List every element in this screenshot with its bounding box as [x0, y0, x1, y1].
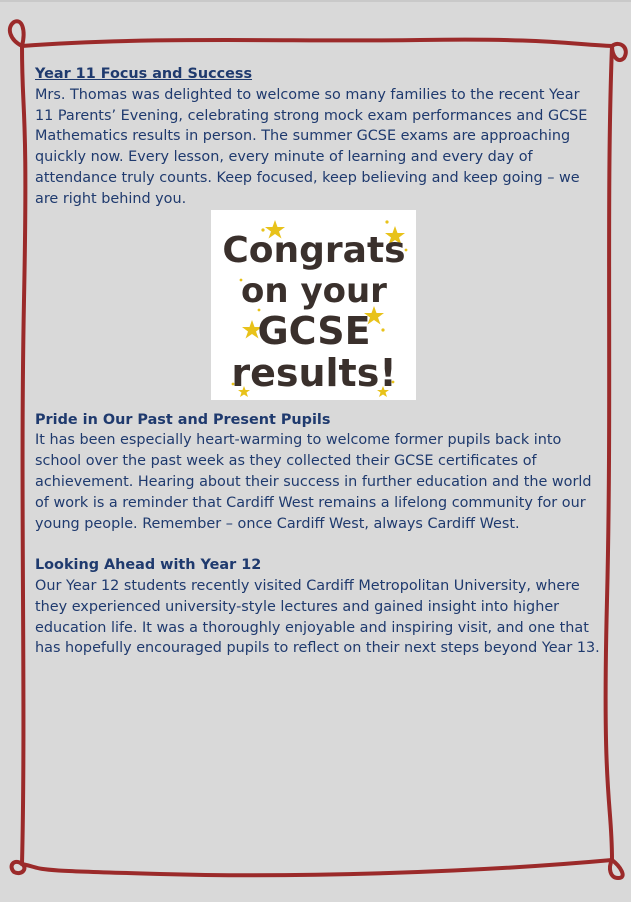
graphic-line-congrats: Congrats	[222, 229, 406, 271]
graphic-line-on-your: on your	[241, 270, 387, 311]
section-heading-pride: Pride in Our Past and Present Pupils	[35, 411, 331, 428]
newsletter-content	[35, 64, 601, 659]
section-spacer	[35, 534, 601, 555]
section-heading-year11: Year 11 Focus and Success	[35, 66, 253, 82]
graphic-line-results: results!	[231, 350, 397, 395]
section-body-year12: Our Year 12 students recently visited Cardiff Metropolitan University, where they experienced university-style lectures and gained insight into higher education life. It was a thoroughly enjoyable and inspiring visit, and one that has hopefully encouraged pupils to reflect on their next steps beyond Year 13.	[35, 577, 600, 657]
congrats-gcse-image	[211, 210, 416, 400]
section-body-year11: Mrs. Thomas was delighted to welcome so many families to the recent Year 11 Parents’ Evening, celebrating strong mock exam performances and GCSE Mathematics results in person. The summer GCSE exams are approaching quickly now. Every lesson, every minute of learning and every day of attendance truly counts. Keep focused, keep believing and keep going – we are right behind you.	[35, 86, 588, 207]
graphic-line-gcse: GCSE	[257, 308, 371, 353]
section-heading-year12: Looking Ahead with Year 12	[35, 557, 262, 574]
section-body-pride: It has been especially heart-warming to welcome former pupils back into school over the past week as they collected their GCSE certificates of achievement. Hearing about their success in further education and the world of work is a reminder that Cardiff West remains a lifelong community for our young people. Remember – once Cardiff West, always Cardiff West.	[35, 432, 592, 532]
